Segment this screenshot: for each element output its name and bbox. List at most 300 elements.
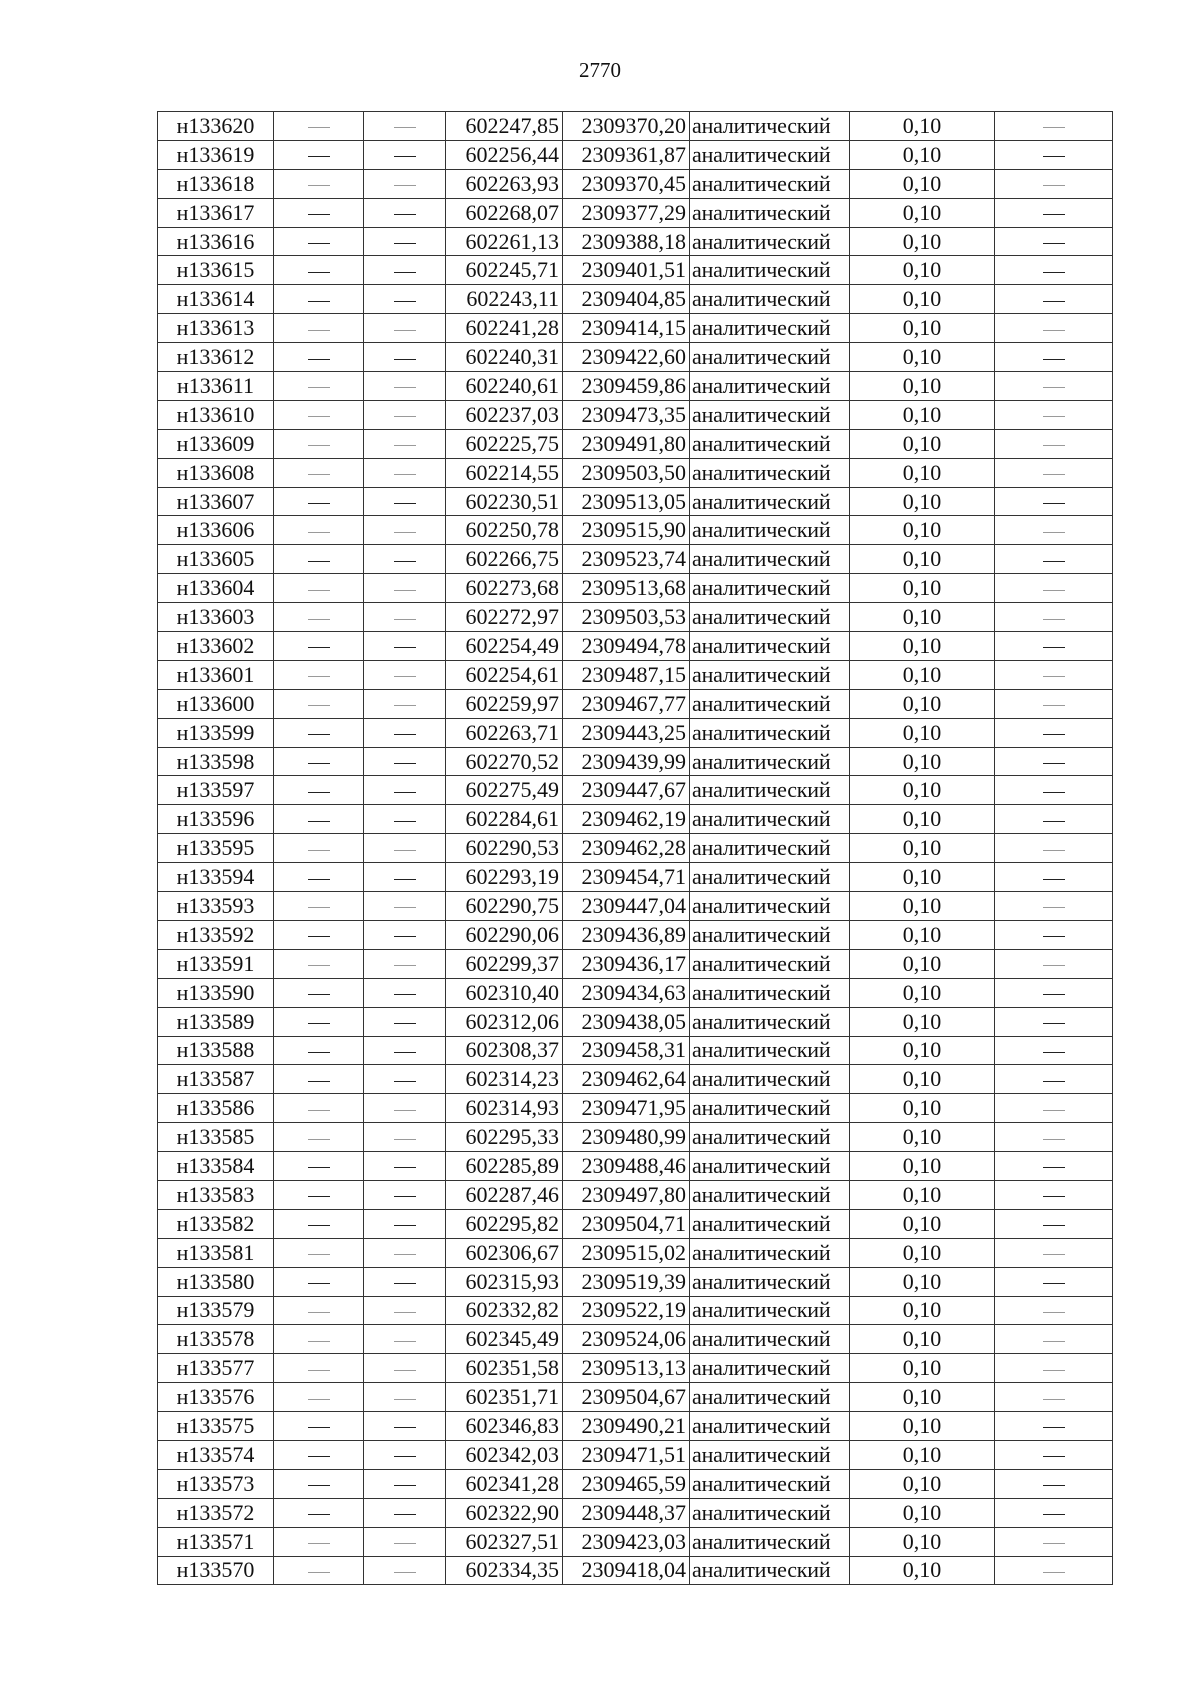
dash-cell-1 [274, 805, 364, 834]
dash-mark [394, 1514, 416, 1515]
coord-y: 2309447,04 [563, 892, 690, 921]
accuracy: 0,10 [850, 660, 995, 689]
dash-mark [308, 445, 330, 446]
dash-cell-2 [364, 372, 446, 401]
table-row [158, 227, 1113, 256]
dash-mark [1043, 994, 1065, 995]
dash-mark [1043, 301, 1065, 302]
accuracy: 0,10 [850, 372, 995, 401]
dash-mark [308, 1341, 330, 1342]
coord-y: 2309465,59 [563, 1469, 690, 1498]
table-row [158, 1296, 1113, 1325]
accuracy: 0,10 [850, 400, 995, 429]
table-row [158, 372, 1113, 401]
coord-y: 2309504,71 [563, 1209, 690, 1238]
dash-cell-2 [364, 978, 446, 1007]
dash-mark [394, 272, 416, 273]
point-name: н133578 [158, 1325, 274, 1354]
coord-x: 602334,35 [446, 1556, 563, 1585]
dash-mark [394, 619, 416, 620]
dash-cell-3 [995, 660, 1113, 689]
dash-mark [308, 1399, 330, 1400]
accuracy: 0,10 [850, 1123, 995, 1152]
method: аналитический [690, 920, 850, 949]
accuracy: 0,10 [850, 314, 995, 343]
dash-cell-2 [364, 1094, 446, 1123]
coord-x: 602268,07 [446, 198, 563, 227]
dash-mark [1043, 156, 1065, 157]
coord-y: 2309377,29 [563, 198, 690, 227]
dash-mark [394, 503, 416, 504]
coord-x: 602290,75 [446, 892, 563, 921]
accuracy: 0,10 [850, 574, 995, 603]
method: аналитический [690, 747, 850, 776]
method: аналитический [690, 458, 850, 487]
dash-mark [308, 1196, 330, 1197]
dash-cell-2 [364, 545, 446, 574]
coord-y: 2309448,37 [563, 1498, 690, 1527]
dash-mark [394, 1312, 416, 1313]
coord-y: 2309370,45 [563, 169, 690, 198]
method: аналитический [690, 1123, 850, 1152]
dash-cell-3 [995, 1325, 1113, 1354]
point-name: н133605 [158, 545, 274, 574]
dash-mark [394, 1139, 416, 1140]
coord-x: 602272,97 [446, 603, 563, 632]
dash-mark [308, 127, 330, 128]
dash-mark [308, 965, 330, 966]
method: аналитический [690, 227, 850, 256]
coord-y: 2309439,99 [563, 747, 690, 776]
dash-cell-1 [274, 1036, 364, 1065]
method: аналитический [690, 978, 850, 1007]
dash-mark [1043, 1341, 1065, 1342]
dash-mark [394, 850, 416, 851]
dash-cell-1 [274, 429, 364, 458]
dash-cell-3 [995, 1007, 1113, 1036]
dash-mark [394, 214, 416, 215]
dash-cell-1 [274, 863, 364, 892]
accuracy: 0,10 [850, 1007, 995, 1036]
dash-mark [1043, 1399, 1065, 1400]
point-name: н133588 [158, 1036, 274, 1065]
dash-cell-3 [995, 545, 1113, 574]
dash-mark [308, 561, 330, 562]
dash-cell-1 [274, 1527, 364, 1556]
dash-mark [308, 879, 330, 880]
dash-mark [1043, 1225, 1065, 1226]
coord-x: 602243,11 [446, 285, 563, 314]
dash-mark [394, 994, 416, 995]
dash-cell-2 [364, 805, 446, 834]
dash-cell-1 [274, 1007, 364, 1036]
dash-cell-2 [364, 256, 446, 285]
coord-x: 602293,19 [446, 863, 563, 892]
dash-mark [394, 127, 416, 128]
dash-mark [308, 532, 330, 533]
dash-cell-1 [274, 314, 364, 343]
dash-cell-2 [364, 198, 446, 227]
method: аналитический [690, 1036, 850, 1065]
table-row [158, 1556, 1113, 1585]
dash-mark [1043, 676, 1065, 677]
dash-cell-1 [274, 892, 364, 921]
point-name: н133597 [158, 776, 274, 805]
dash-mark [1043, 705, 1065, 706]
dash-mark [1043, 127, 1065, 128]
coord-y: 2309513,05 [563, 487, 690, 516]
dash-mark [1043, 619, 1065, 620]
dash-mark [394, 1167, 416, 1168]
table-row [158, 1325, 1113, 1354]
dash-mark [1043, 1485, 1065, 1486]
point-name: н133580 [158, 1267, 274, 1296]
point-name: н133610 [158, 400, 274, 429]
point-name: н133591 [158, 949, 274, 978]
dash-cell-1 [274, 400, 364, 429]
coord-x: 602275,49 [446, 776, 563, 805]
dash-mark [308, 907, 330, 908]
dash-cell-1 [274, 1094, 364, 1123]
accuracy: 0,10 [850, 776, 995, 805]
coord-y: 2309473,35 [563, 400, 690, 429]
coord-y: 2309418,04 [563, 1556, 690, 1585]
dash-mark [394, 387, 416, 388]
accuracy: 0,10 [850, 140, 995, 169]
point-name: н133607 [158, 487, 274, 516]
table-row [158, 1354, 1113, 1383]
accuracy: 0,10 [850, 487, 995, 516]
accuracy: 0,10 [850, 169, 995, 198]
accuracy: 0,10 [850, 920, 995, 949]
coord-x: 602240,61 [446, 372, 563, 401]
dash-mark [1043, 850, 1065, 851]
coord-x: 602295,82 [446, 1209, 563, 1238]
dash-mark [1043, 1081, 1065, 1082]
dash-mark [394, 359, 416, 360]
dash-mark [394, 561, 416, 562]
dash-cell-2 [364, 776, 446, 805]
coord-y: 2309462,64 [563, 1065, 690, 1094]
dash-mark [1043, 416, 1065, 417]
dash-cell-2 [364, 1469, 446, 1498]
method: аналитический [690, 256, 850, 285]
dash-cell-1 [274, 1296, 364, 1325]
dash-cell-3 [995, 1209, 1113, 1238]
dash-cell-3 [995, 1065, 1113, 1094]
point-name: н133570 [158, 1556, 274, 1585]
method: аналитический [690, 516, 850, 545]
point-name: н133589 [158, 1007, 274, 1036]
dash-mark [394, 532, 416, 533]
dash-cell-1 [274, 1238, 364, 1267]
dash-cell-3 [995, 718, 1113, 747]
point-name: н133596 [158, 805, 274, 834]
coord-x: 602332,82 [446, 1296, 563, 1325]
coord-y: 2309471,95 [563, 1094, 690, 1123]
dash-mark [394, 734, 416, 735]
dash-cell-2 [364, 1296, 446, 1325]
dash-mark [1043, 821, 1065, 822]
dash-cell-2 [364, 949, 446, 978]
table-row [158, 1383, 1113, 1412]
coord-x: 602342,03 [446, 1440, 563, 1469]
dash-mark [308, 1225, 330, 1226]
accuracy: 0,10 [850, 1354, 995, 1383]
dash-mark [308, 792, 330, 793]
method: аналитический [690, 1412, 850, 1441]
dash-mark [394, 647, 416, 648]
method: аналитический [690, 1469, 850, 1498]
dash-cell-3 [995, 1036, 1113, 1065]
accuracy: 0,10 [850, 603, 995, 632]
dash-cell-3 [995, 1527, 1113, 1556]
dash-cell-1 [274, 1325, 364, 1354]
dash-mark [394, 907, 416, 908]
dash-mark [1043, 647, 1065, 648]
dash-cell-1 [274, 1123, 364, 1152]
dash-cell-3 [995, 920, 1113, 949]
coord-y: 2309388,18 [563, 227, 690, 256]
accuracy: 0,10 [850, 256, 995, 285]
point-name: н133608 [158, 458, 274, 487]
dash-cell-3 [995, 140, 1113, 169]
dash-mark [1043, 1514, 1065, 1515]
dash-mark [308, 1167, 330, 1168]
coord-y: 2309504,67 [563, 1383, 690, 1412]
dash-mark [394, 1110, 416, 1111]
dash-mark [308, 272, 330, 273]
dash-mark [308, 1023, 330, 1024]
dash-cell-2 [364, 1267, 446, 1296]
method: аналитический [690, 372, 850, 401]
method: аналитический [690, 1094, 850, 1123]
table-row [158, 747, 1113, 776]
dash-mark [394, 1370, 416, 1371]
method: аналитический [690, 1065, 850, 1094]
accuracy: 0,10 [850, 747, 995, 776]
dash-mark [1043, 1543, 1065, 1544]
dash-cell-1 [274, 747, 364, 776]
dash-cell-2 [364, 632, 446, 661]
table-row [158, 776, 1113, 805]
point-name: н133614 [158, 285, 274, 314]
dash-cell-1 [274, 285, 364, 314]
dash-cell-2 [364, 1209, 446, 1238]
dash-mark [308, 1543, 330, 1544]
dash-mark [308, 474, 330, 475]
dash-cell-2 [364, 1556, 446, 1585]
dash-cell-1 [274, 1556, 364, 1585]
table-row [158, 978, 1113, 1007]
coord-x: 602250,78 [446, 516, 563, 545]
coord-y: 2309434,63 [563, 978, 690, 1007]
dash-cell-2 [364, 1238, 446, 1267]
dash-mark [308, 1370, 330, 1371]
point-name: н133604 [158, 574, 274, 603]
coord-y: 2309436,89 [563, 920, 690, 949]
coord-x: 602285,89 [446, 1152, 563, 1181]
coord-x: 602254,49 [446, 632, 563, 661]
dash-cell-1 [274, 545, 364, 574]
dash-cell-1 [274, 920, 364, 949]
point-name: н133602 [158, 632, 274, 661]
dash-cell-1 [274, 1354, 364, 1383]
dash-cell-2 [364, 1036, 446, 1065]
accuracy: 0,10 [850, 718, 995, 747]
dash-mark [1043, 214, 1065, 215]
table-row [158, 285, 1113, 314]
dash-cell-2 [364, 747, 446, 776]
point-name: н133600 [158, 689, 274, 718]
dash-mark [394, 1572, 416, 1573]
point-name: н133572 [158, 1498, 274, 1527]
dash-cell-1 [274, 660, 364, 689]
coord-x: 602290,53 [446, 834, 563, 863]
coord-y: 2309436,17 [563, 949, 690, 978]
point-name: н133595 [158, 834, 274, 863]
table-row [158, 169, 1113, 198]
dash-mark [308, 647, 330, 648]
coord-x: 602247,85 [446, 112, 563, 141]
dash-cell-1 [274, 343, 364, 372]
dash-mark [1043, 1196, 1065, 1197]
method: аналитический [690, 660, 850, 689]
dash-mark [394, 156, 416, 157]
coord-x: 602299,37 [446, 949, 563, 978]
dash-cell-1 [274, 112, 364, 141]
dash-cell-1 [274, 1180, 364, 1209]
dash-cell-2 [364, 285, 446, 314]
dash-mark [394, 301, 416, 302]
dash-cell-3 [995, 1498, 1113, 1527]
dash-cell-3 [995, 834, 1113, 863]
accuracy: 0,10 [850, 1412, 995, 1441]
dash-cell-3 [995, 429, 1113, 458]
coord-x: 602214,55 [446, 458, 563, 487]
coord-x: 602254,61 [446, 660, 563, 689]
dash-mark [308, 936, 330, 937]
dash-cell-2 [364, 1325, 446, 1354]
dash-mark [1043, 1254, 1065, 1255]
method: аналитический [690, 198, 850, 227]
coord-x: 602306,67 [446, 1238, 563, 1267]
dash-mark [1043, 185, 1065, 186]
dash-cell-2 [364, 169, 446, 198]
dash-cell-2 [364, 343, 446, 372]
dash-mark [394, 330, 416, 331]
dash-cell-3 [995, 747, 1113, 776]
point-name: н133603 [158, 603, 274, 632]
dash-mark [394, 243, 416, 244]
method: аналитический [690, 949, 850, 978]
dash-cell-3 [995, 516, 1113, 545]
dash-cell-2 [364, 603, 446, 632]
table-row [158, 112, 1113, 141]
dash-cell-2 [364, 227, 446, 256]
method: аналитический [690, 343, 850, 372]
coord-y: 2309480,99 [563, 1123, 690, 1152]
coord-y: 2309361,87 [563, 140, 690, 169]
dash-cell-3 [995, 458, 1113, 487]
dash-mark [308, 850, 330, 851]
dash-cell-1 [274, 1440, 364, 1469]
accuracy: 0,10 [850, 285, 995, 314]
dash-cell-3 [995, 1238, 1113, 1267]
point-name: н133593 [158, 892, 274, 921]
dash-mark [394, 1485, 416, 1486]
dash-cell-2 [364, 314, 446, 343]
dash-cell-2 [364, 112, 446, 141]
accuracy: 0,10 [850, 1325, 995, 1354]
point-name: н133586 [158, 1094, 274, 1123]
coord-y: 2309491,80 [563, 429, 690, 458]
dash-cell-1 [274, 516, 364, 545]
method: аналитический [690, 1267, 850, 1296]
dash-cell-2 [364, 892, 446, 921]
dash-mark [394, 792, 416, 793]
table-row [158, 1180, 1113, 1209]
table-row [158, 1209, 1113, 1238]
table-row [158, 1412, 1113, 1441]
method: аналитический [690, 314, 850, 343]
point-name: н133577 [158, 1354, 274, 1383]
dash-cell-2 [364, 920, 446, 949]
coord-y: 2309490,21 [563, 1412, 690, 1441]
dash-cell-3 [995, 776, 1113, 805]
table-row [158, 920, 1113, 949]
dash-mark [394, 1427, 416, 1428]
coord-y: 2309459,86 [563, 372, 690, 401]
coord-x: 602270,52 [446, 747, 563, 776]
point-name: н133598 [158, 747, 274, 776]
method: аналитический [690, 169, 850, 198]
point-name: н133599 [158, 718, 274, 747]
coord-x: 602351,71 [446, 1383, 563, 1412]
point-name: н133594 [158, 863, 274, 892]
dash-cell-3 [995, 285, 1113, 314]
dash-cell-1 [274, 834, 364, 863]
dash-cell-1 [274, 574, 364, 603]
coord-y: 2309488,46 [563, 1152, 690, 1181]
accuracy: 0,10 [850, 1296, 995, 1325]
dash-cell-1 [274, 256, 364, 285]
accuracy: 0,10 [850, 545, 995, 574]
dash-mark [308, 1052, 330, 1053]
dash-mark [1043, 1023, 1065, 1024]
dash-mark [308, 503, 330, 504]
table-row [158, 1267, 1113, 1296]
dash-cell-3 [995, 314, 1113, 343]
coord-x: 602245,71 [446, 256, 563, 285]
method: аналитический [690, 112, 850, 141]
method: аналитический [690, 776, 850, 805]
coord-x: 602284,61 [446, 805, 563, 834]
table-row [158, 660, 1113, 689]
accuracy: 0,10 [850, 949, 995, 978]
method: аналитический [690, 632, 850, 661]
table-row [158, 1007, 1113, 1036]
dash-mark [394, 1081, 416, 1082]
dash-mark [308, 156, 330, 157]
dash-cell-1 [274, 978, 364, 1007]
point-name: н133601 [158, 660, 274, 689]
dash-mark [308, 1254, 330, 1255]
dash-mark [394, 474, 416, 475]
dash-mark [394, 1341, 416, 1342]
coord-y: 2309513,13 [563, 1354, 690, 1383]
dash-mark [308, 590, 330, 591]
